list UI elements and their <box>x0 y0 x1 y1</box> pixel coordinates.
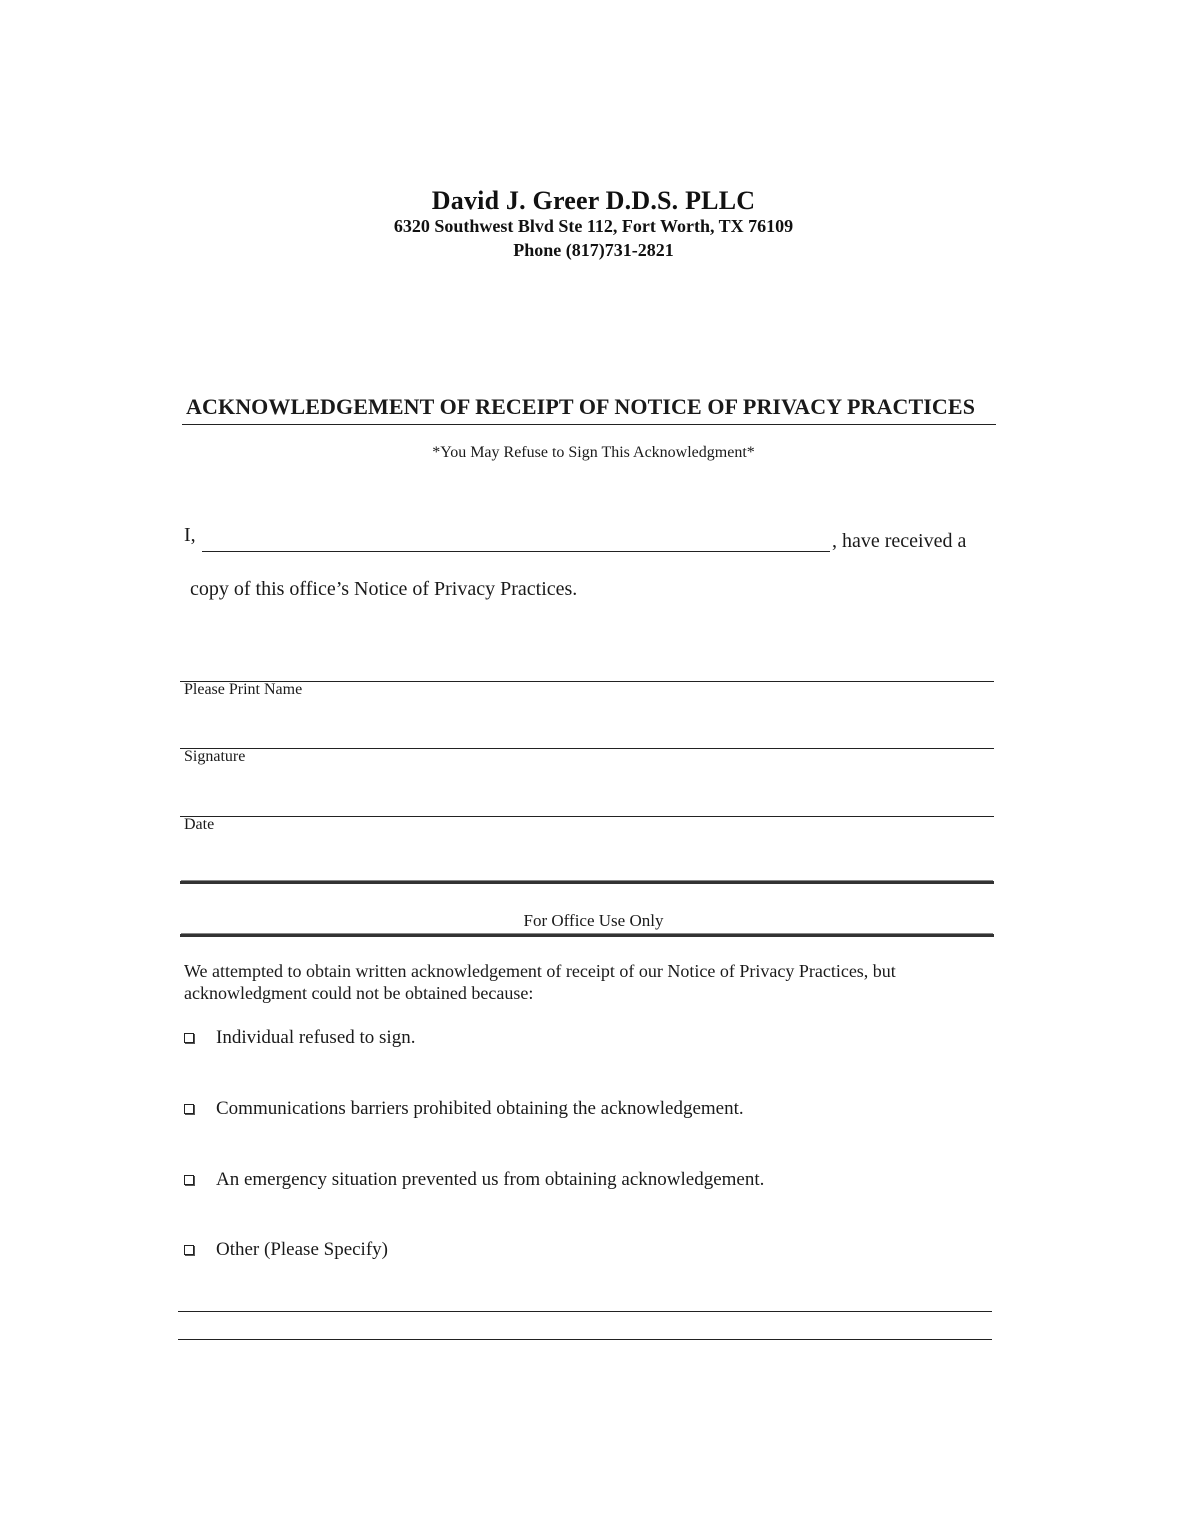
date-label: Date <box>184 816 215 833</box>
statement-prefix: I, <box>184 524 196 546</box>
reason-label: Individual refused to sign. <box>216 1027 416 1048</box>
reason-refused[interactable] <box>184 1027 415 1049</box>
print-name-label: Please Print Name <box>184 681 303 698</box>
reason-other[interactable] <box>184 1239 388 1261</box>
statement-suffix: , have received a <box>832 530 967 552</box>
signature-label: Signature <box>184 748 246 765</box>
reason-label: Communications barriers prohibited obtaining the acknowledgement. <box>216 1098 744 1119</box>
checkbox-icon[interactable] <box>184 1033 194 1043</box>
practice-phone: Phone (817)731-2821 <box>513 240 674 260</box>
title-underline <box>182 424 996 425</box>
reason-label: An emergency situation prevented us from obtaining acknowledgement. <box>216 1169 765 1190</box>
office-use-paragraph: We attempted to obtain written acknowledgement of receipt of our Notice of Privacy Practices, but acknowledgment could not be obtained because: <box>184 961 896 1003</box>
statement-line-2: copy of this office’s Notice of Privacy Practices. <box>190 578 578 600</box>
other-specify-line-2[interactable] <box>178 1339 992 1340</box>
reason-communication-barrier[interactable] <box>184 1098 744 1120</box>
practice-address: 6320 Southwest Blvd Ste 112, Fort Worth, TX 76109 <box>393 216 794 236</box>
refuse-note: *You May Refuse to Sign This Acknowledgment* <box>432 444 755 461</box>
other-specify-line-1[interactable] <box>178 1311 992 1312</box>
office-use-bottom-rule <box>180 934 994 937</box>
date-line[interactable] <box>180 816 994 817</box>
office-use-heading: For Office Use Only <box>523 911 664 930</box>
practice-name: David J. Greer D.D.S. PLLC <box>431 186 756 215</box>
signature-line[interactable] <box>180 748 994 749</box>
office-use-top-rule <box>180 881 994 884</box>
checkbox-icon[interactable] <box>184 1104 194 1114</box>
reason-emergency[interactable] <box>184 1169 764 1191</box>
checkbox-icon[interactable] <box>184 1175 194 1185</box>
statement-name-blank[interactable] <box>202 551 830 552</box>
form-title: ACKNOWLEDGEMENT OF RECEIPT OF NOTICE OF PRIVACY PRACTICES <box>186 394 976 419</box>
checkbox-icon[interactable] <box>184 1245 194 1255</box>
reason-label: Other (Please Specify) <box>216 1239 388 1260</box>
